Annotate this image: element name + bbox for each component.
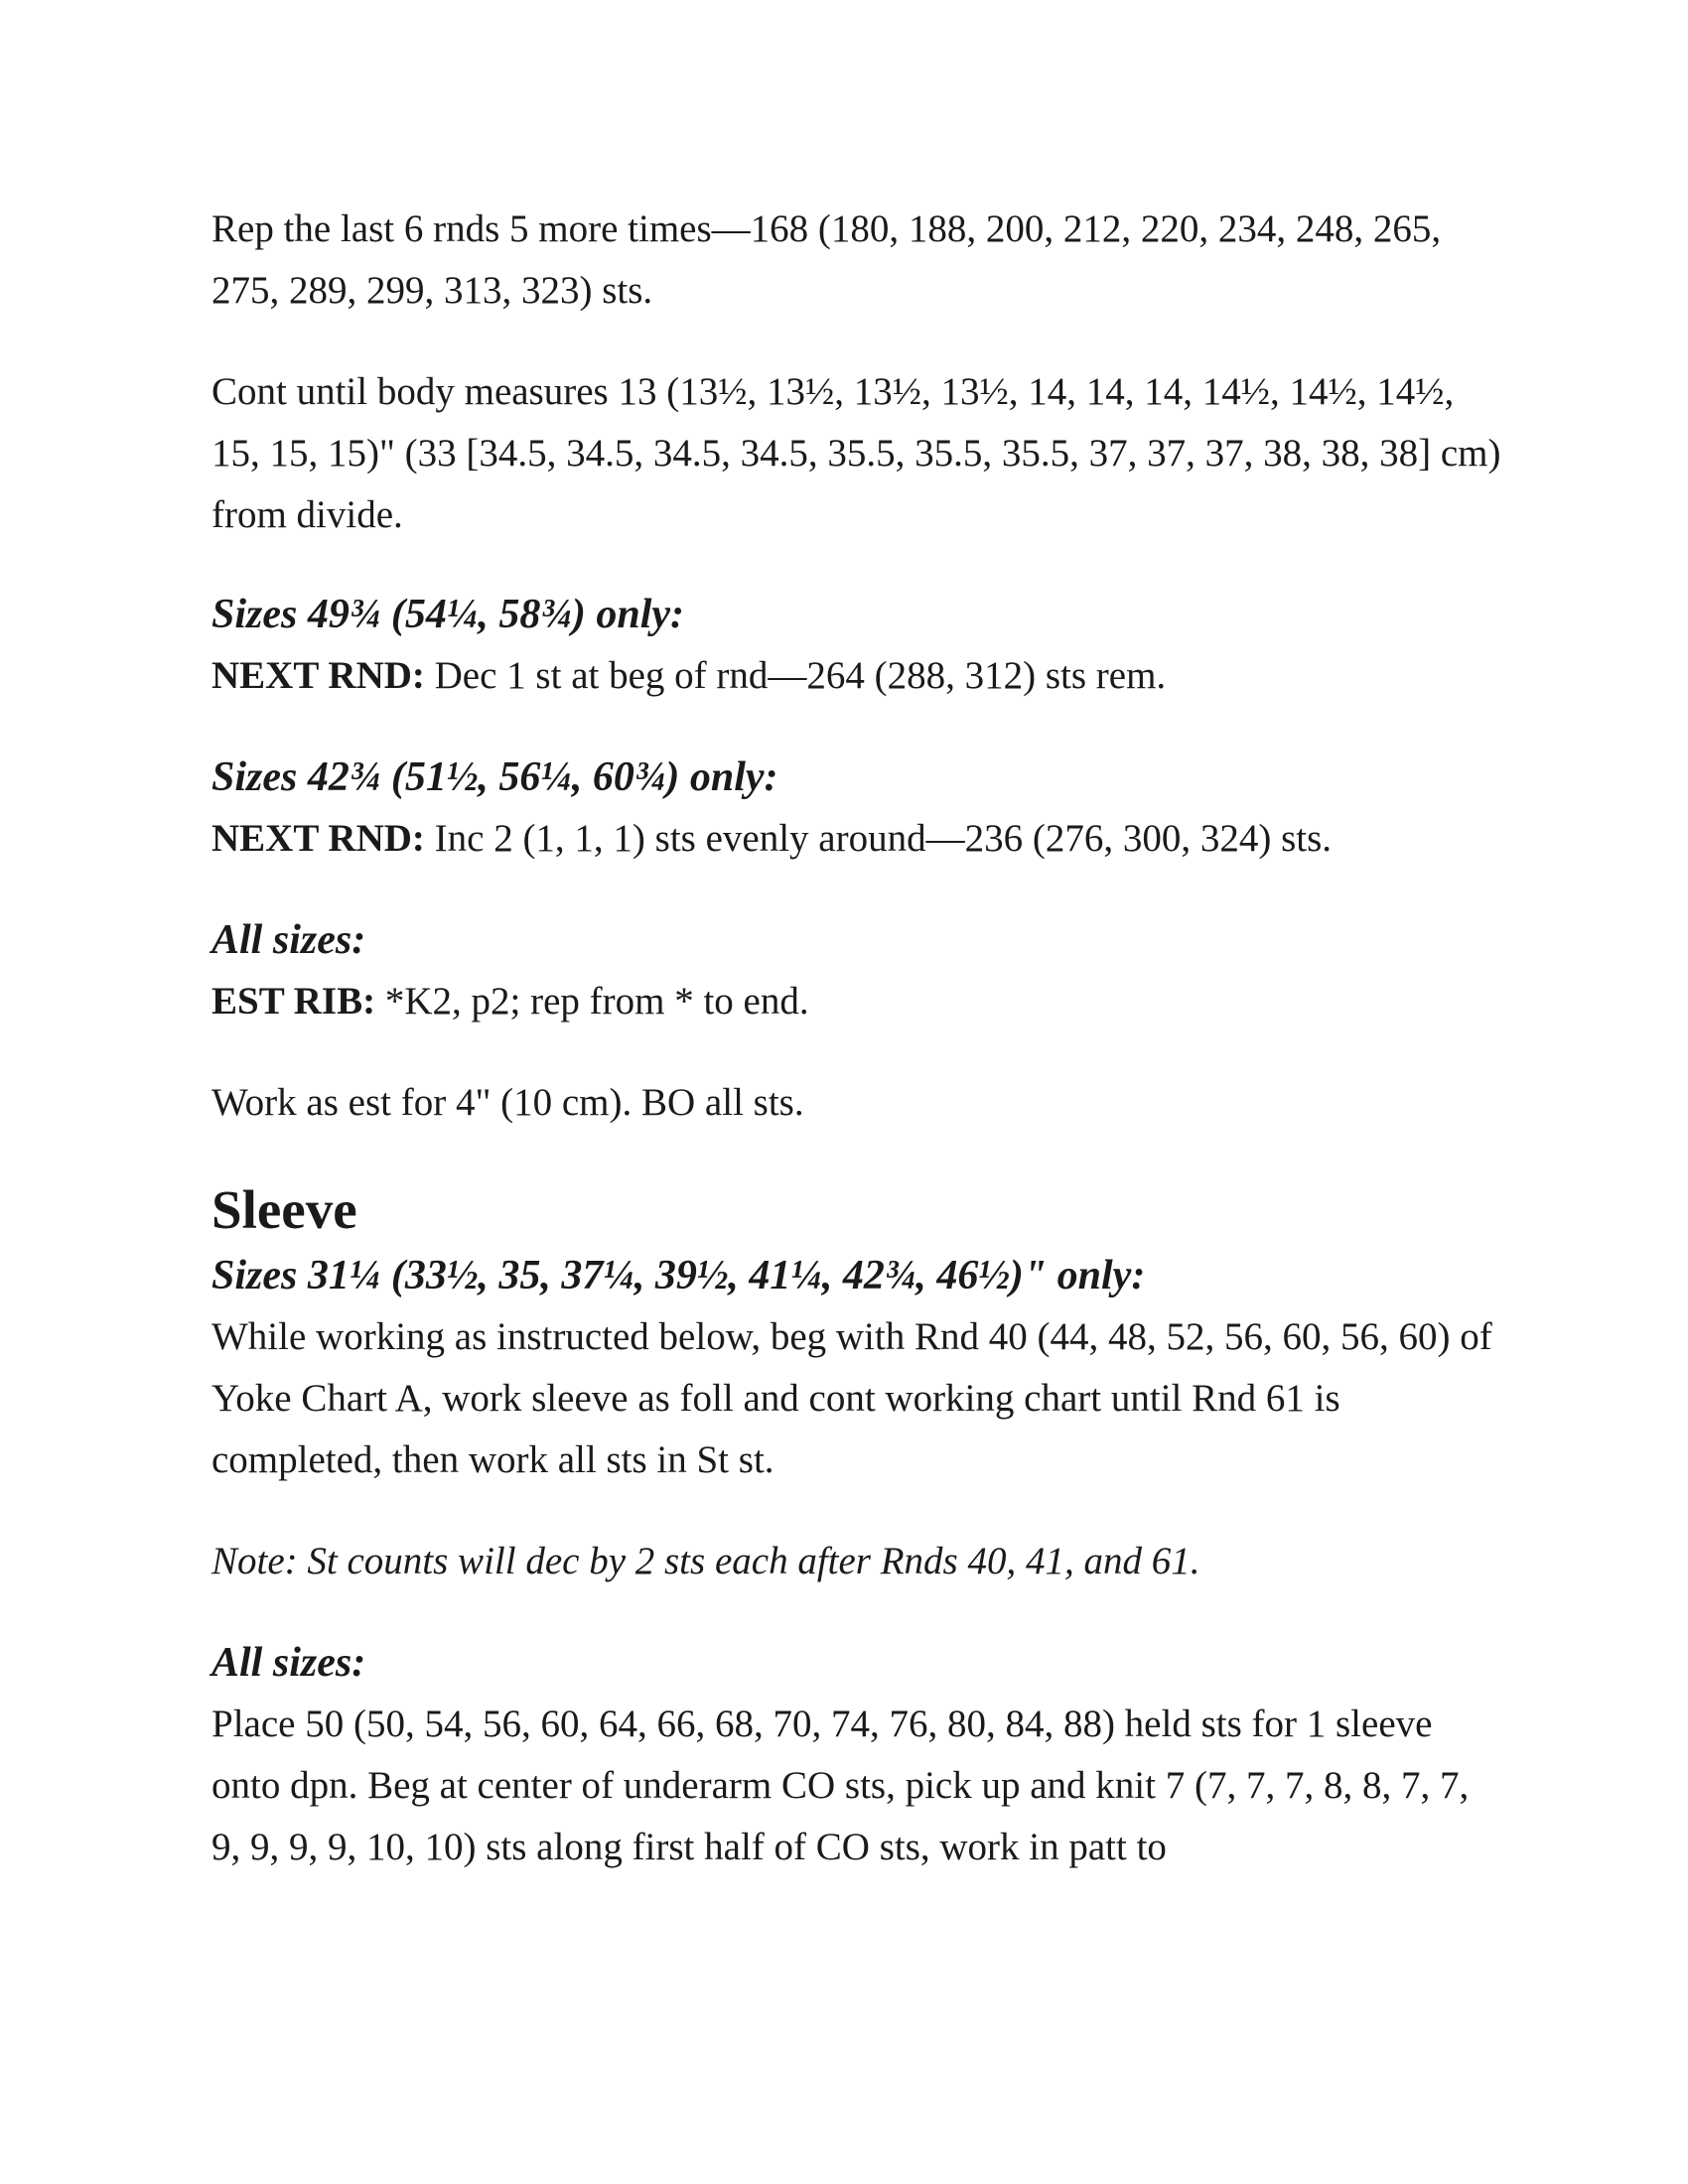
note-st-counts: Note: St counts will dec by 2 sts each after Rnds 40, 41, and 61. (211, 1540, 1200, 1582)
paragraph-rep-rounds: Rep the last 6 rnds 5 more times—168 (180, 188, 200, 212, 220, 234, 248, 265, 275, 289, 299, 313, 323) sts. (211, 207, 1442, 312)
section-title-sleeve: Sleeve (211, 1179, 357, 1240)
subheading-all-sizes-sleeve: All sizes: (211, 1640, 366, 1686)
paragraph-work-as-est: Work as est for 4" (10 cm). BO all sts. (211, 1081, 804, 1124)
next-rnd-label: NEXT RND: (211, 817, 425, 860)
next-rnd-inc-text: Inc 2 (1, 1, 1) sts evenly around—236 (276, 300, 324) sts. (424, 817, 1333, 860)
paragraph-place-held-sts: Place 50 (50, 54, 56, 60, 64, 66, 68, 70, 74, 76, 80, 84, 88) held sts for 1 sleeve onto dpn. Beg at center of underarm CO sts, pick up and knit 7 (7, 7, 7, 8, 8, 7, 7, 9, 9, 9, 9, 10, 10) sts along first half of CO sts, work in patt to (211, 1703, 1470, 1868)
paragraph-next-rnd-dec (211, 645, 1502, 707)
paragraph-body-length: Cont until body measures 13 (13½, 13½, 13½, 13½, 14, 14, 14, 14½, 14½, 14½, 15, 15, 15)" (33 [34.5, 34.5, 34.5, 34.5, 35.5, 35.5, 35.5, 37, 37, 37, 38, 38, 38] cm) from divide. (211, 370, 1501, 536)
subheading-sizes-49: Sizes 49¾ (54¼, 58¾) only: (211, 592, 684, 637)
paragraph-next-rnd-inc (211, 808, 1502, 870)
est-rib-text: *K2, p2; rep from * to end. (375, 980, 809, 1023)
document-page (211, 199, 1502, 1878)
subheading-all-sizes: All sizes: (211, 917, 366, 963)
paragraph-est-rib (211, 971, 1502, 1032)
next-rnd-dec-text: Dec 1 st at beg of rnd—264 (288, 312) sts rem. (424, 654, 1167, 697)
est-rib-label: EST RIB: (211, 980, 376, 1023)
subheading-sleeve-sizes: Sizes 31¼ (33½, 35, 37¼, 39½, 41¼, 42¾, 46½)" only: (211, 1253, 1146, 1298)
next-rnd-label: NEXT RND: (211, 654, 425, 697)
paragraph-sleeve-instructions: While working as instructed below, beg with Rnd 40 (44, 48, 52, 56, 60, 56, 60) of Yoke Chart A, work sleeve as foll and cont working chart until Rnd 61 is completed, then work all sts in St st. (211, 1315, 1492, 1481)
subheading-sizes-42: Sizes 42¾ (51½, 56¼, 60¾) only: (211, 754, 778, 800)
